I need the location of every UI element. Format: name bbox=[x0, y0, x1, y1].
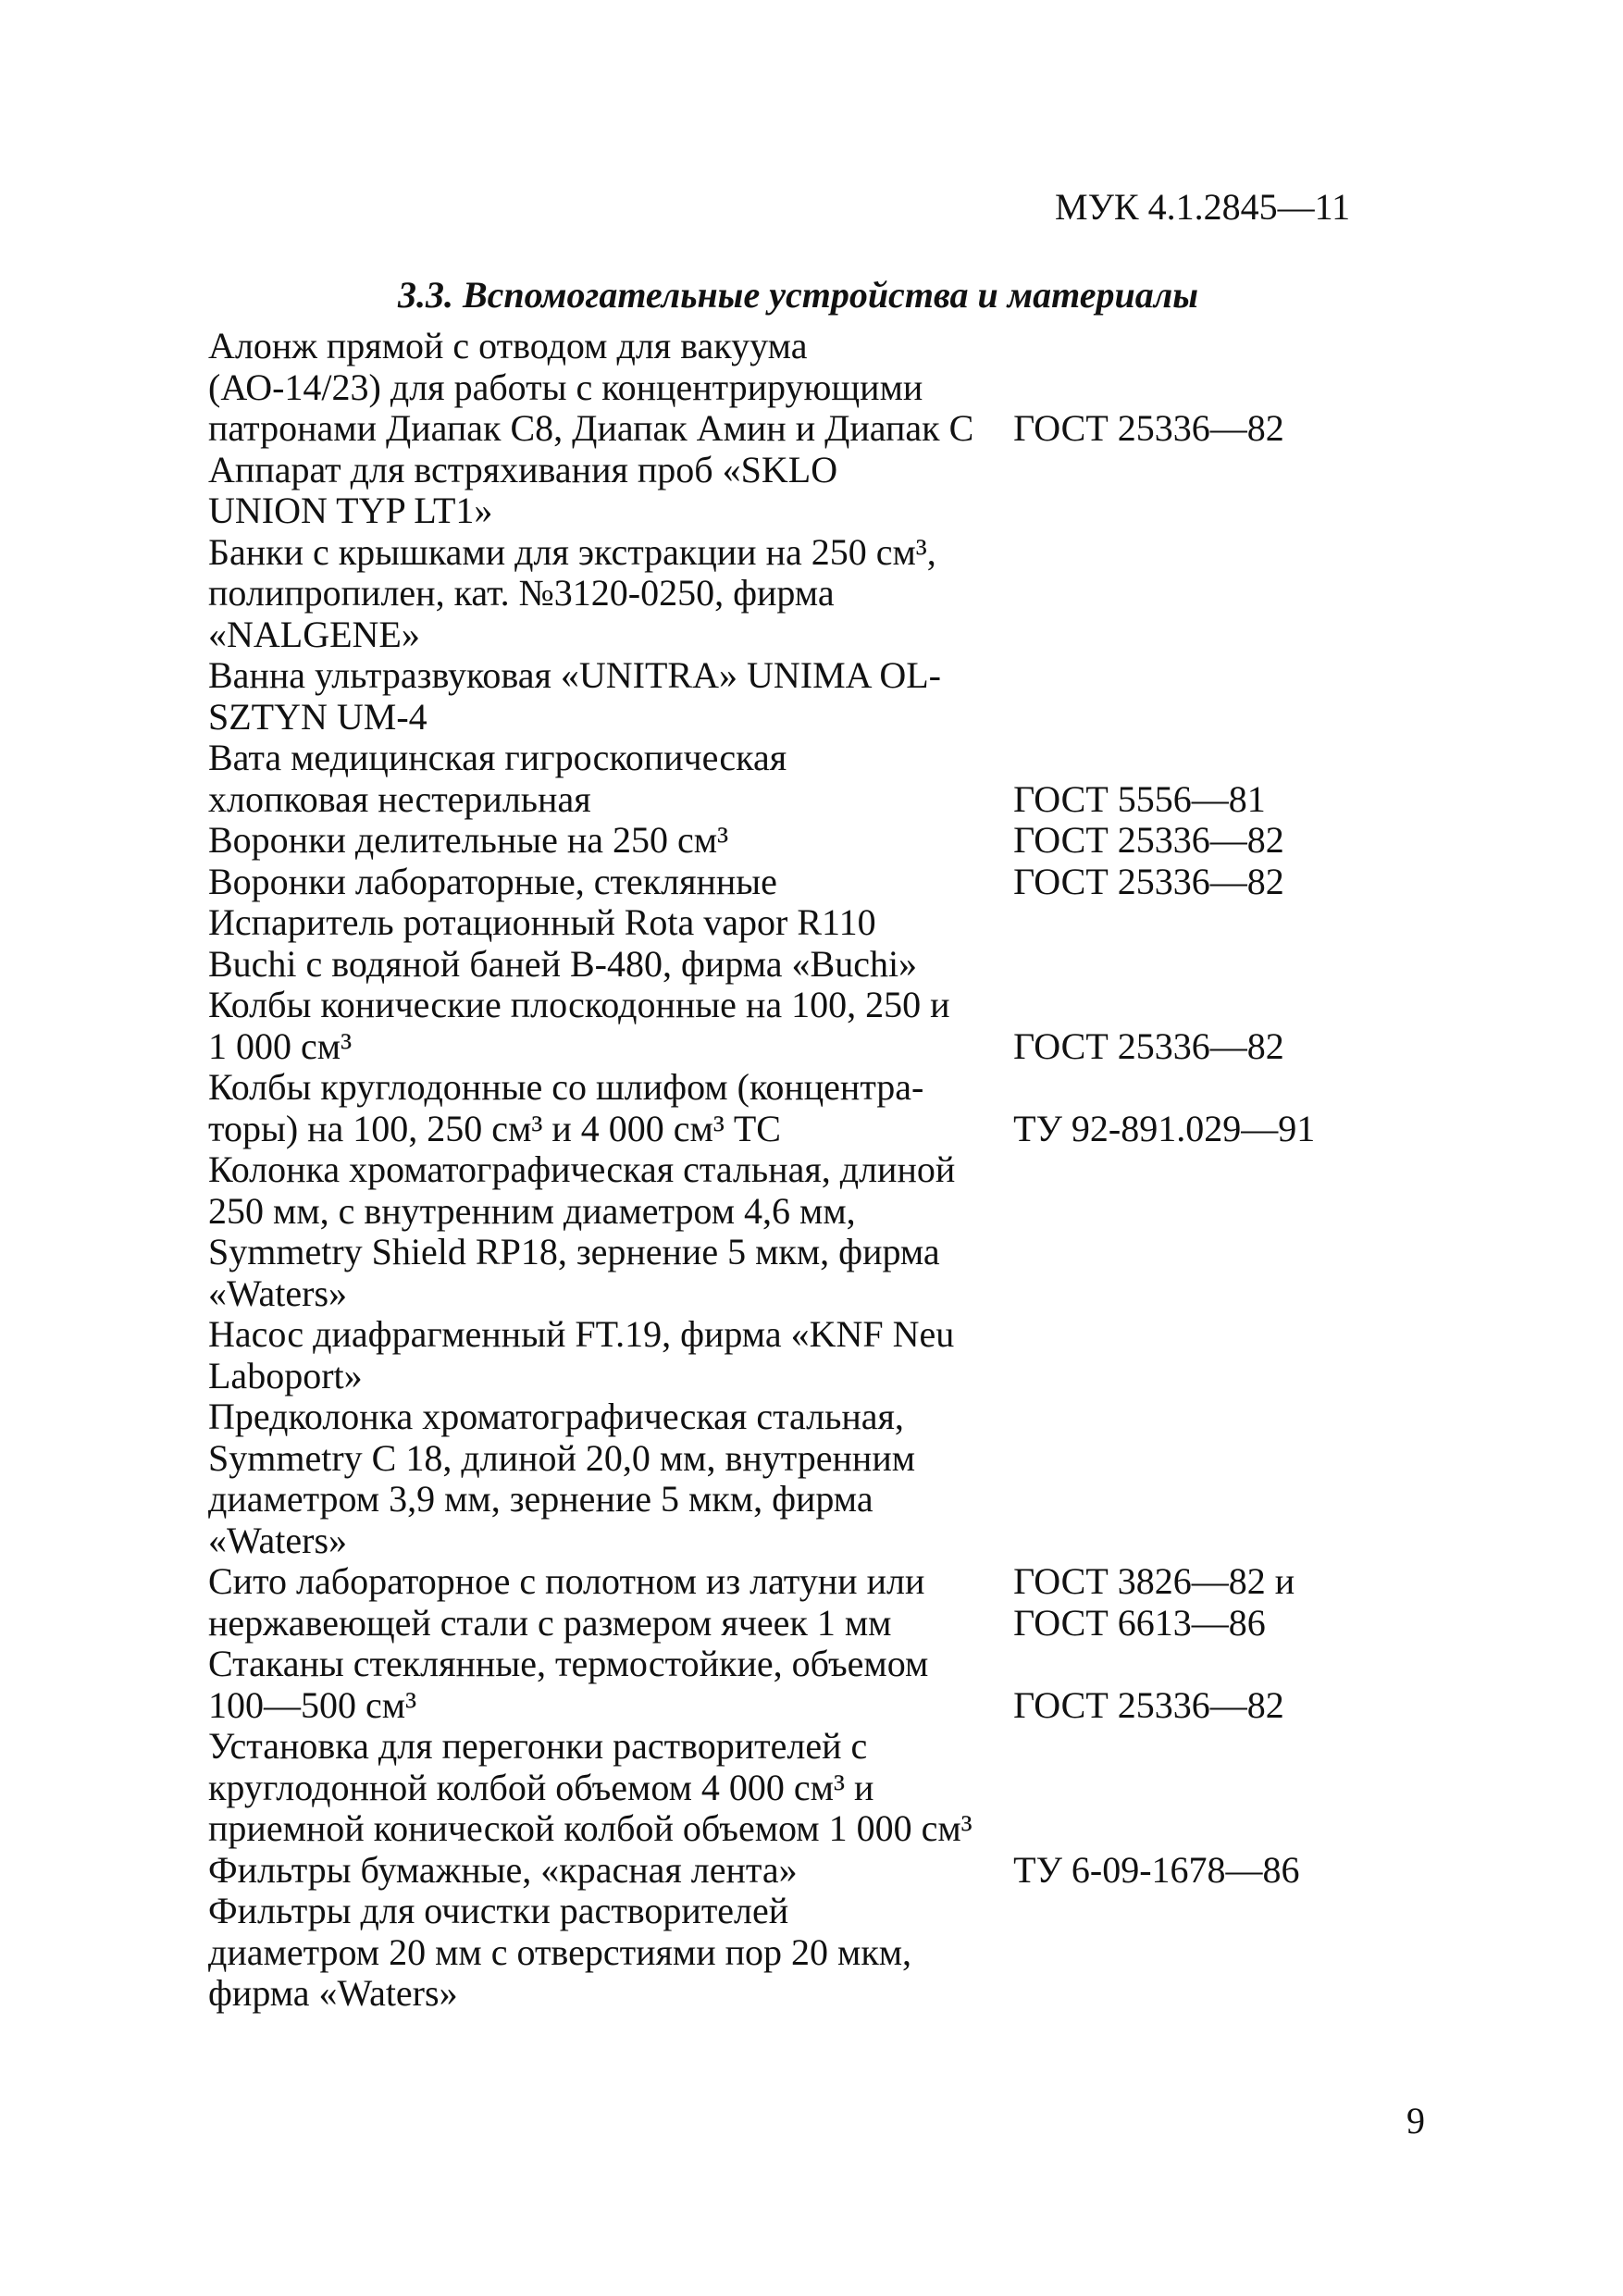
item-standard: ГОСТ 25336—82 bbox=[1013, 819, 1284, 861]
list-item bbox=[208, 326, 1411, 450]
list-item bbox=[208, 1396, 1411, 1561]
item-name: Аппарат для встряхивания проб «SKLO UNION TYP LT1» bbox=[208, 448, 838, 531]
item-name: Воронки делительные на 250 см³ bbox=[208, 819, 729, 861]
item-standard: ГОСТ 5556—81 bbox=[1013, 777, 1266, 820]
list-item bbox=[208, 1149, 1411, 1314]
list-item bbox=[208, 902, 1411, 985]
item-name: Фильтры бумажные, «красная лента» bbox=[208, 1848, 798, 1891]
item-standard: ТУ 92-891.029—91 bbox=[1013, 1107, 1316, 1149]
item-standard: ГОСТ 3826—82 и ГОСТ 6613—86 bbox=[1013, 1560, 1295, 1644]
list-item bbox=[208, 985, 1411, 1067]
item-name: Воронки лабораторные, стеклянные bbox=[208, 860, 777, 902]
list-item bbox=[208, 655, 1411, 738]
list-item bbox=[208, 1067, 1411, 1149]
item-name: Вата медицинская гигроскопическая хлопковая нестерильная bbox=[208, 737, 787, 820]
equipment-list bbox=[208, 326, 1411, 2015]
item-name: Установка для перегонки растворителей с круглодонной колбой объемом 4 000 см³ и приемной конической колбой объемом 1 000 см³ bbox=[208, 1725, 973, 1849]
list-item bbox=[208, 862, 1411, 903]
item-name: Сито лабораторное с полотном из латуни или нержавеющей стали с размером ячеек 1 мм bbox=[208, 1560, 925, 1644]
item-name: Ванна ультразвуковая «UNITRA» UNIMA OL- SZTYN UM-4 bbox=[208, 654, 941, 738]
list-item bbox=[208, 1314, 1411, 1396]
item-name: Стаканы стеклянные, термостойкие, объемом 100—500 см³ bbox=[208, 1643, 929, 1726]
item-name: Колонка хроматографическая стальная, длиной 250 мм, с внутренним диаметром 4,6 мм, Symmetry Shield RP18, зернение 5 мкм, фирма «Waters» bbox=[208, 1148, 956, 1314]
page-number: 9 bbox=[1406, 2100, 1425, 2141]
list-item bbox=[208, 1726, 1411, 1850]
list-item bbox=[208, 450, 1411, 532]
list-item bbox=[208, 1850, 1411, 1892]
item-standard: ГОСТ 25336—82 bbox=[1013, 860, 1284, 902]
item-name: Предколонка хроматографическая стальная, Symmetry C 18, длиной 20,0 мм, внутренним диаметром 3,9 мм, зернение 5 мкм, фирма «Waters» bbox=[208, 1396, 916, 1561]
item-name: Фильтры для очистки растворителей диаметром 20 мм с отверстиями пор 20 мкм, фирма «Waters» bbox=[208, 1890, 912, 2014]
item-name: Алонж прямой с отводом для вакуума (АО-14/23) для работы с концентрирующими патронами Диапак С8, Диапак Амин и Диапак С bbox=[208, 325, 974, 449]
section-title: 3.3. Вспомогательные устройства и материалы bbox=[398, 274, 1199, 316]
item-standard: ГОСТ 25336—82 bbox=[1013, 407, 1284, 449]
list-item bbox=[208, 532, 1411, 656]
item-standard: ГОСТ 25336—82 bbox=[1013, 1024, 1284, 1067]
item-name: Банки с крышками для экстракции на 250 см³, полипропилен, кат. №3120-0250, фирма «NALGENE» bbox=[208, 530, 936, 655]
item-name: Колбы конические плоскодонные на 100, 250 и 1 000 см³ bbox=[208, 984, 950, 1067]
item-standard: ГОСТ 25336—82 bbox=[1013, 1683, 1284, 1726]
list-item bbox=[208, 738, 1411, 820]
list-item bbox=[208, 1891, 1411, 2015]
list-item bbox=[208, 820, 1411, 862]
item-standard: ТУ 6-09-1678—86 bbox=[1013, 1848, 1300, 1891]
list-item bbox=[208, 1644, 1411, 1726]
document-code: МУК 4.1.2845—11 bbox=[1055, 186, 1351, 228]
item-name: Колбы круглодонные со шлифом (концентра- торы) на 100, 250 см³ и 4 000 см³ ТС bbox=[208, 1066, 924, 1149]
item-name: Насос диафрагменный FT.19, фирма «KNF Neu Laboport» bbox=[208, 1313, 955, 1396]
item-name: Испаритель ротационный Rota vapor R110 Buchi с водяной баней В-480, фирма «Buchi» bbox=[208, 901, 918, 985]
list-item bbox=[208, 1561, 1411, 1644]
